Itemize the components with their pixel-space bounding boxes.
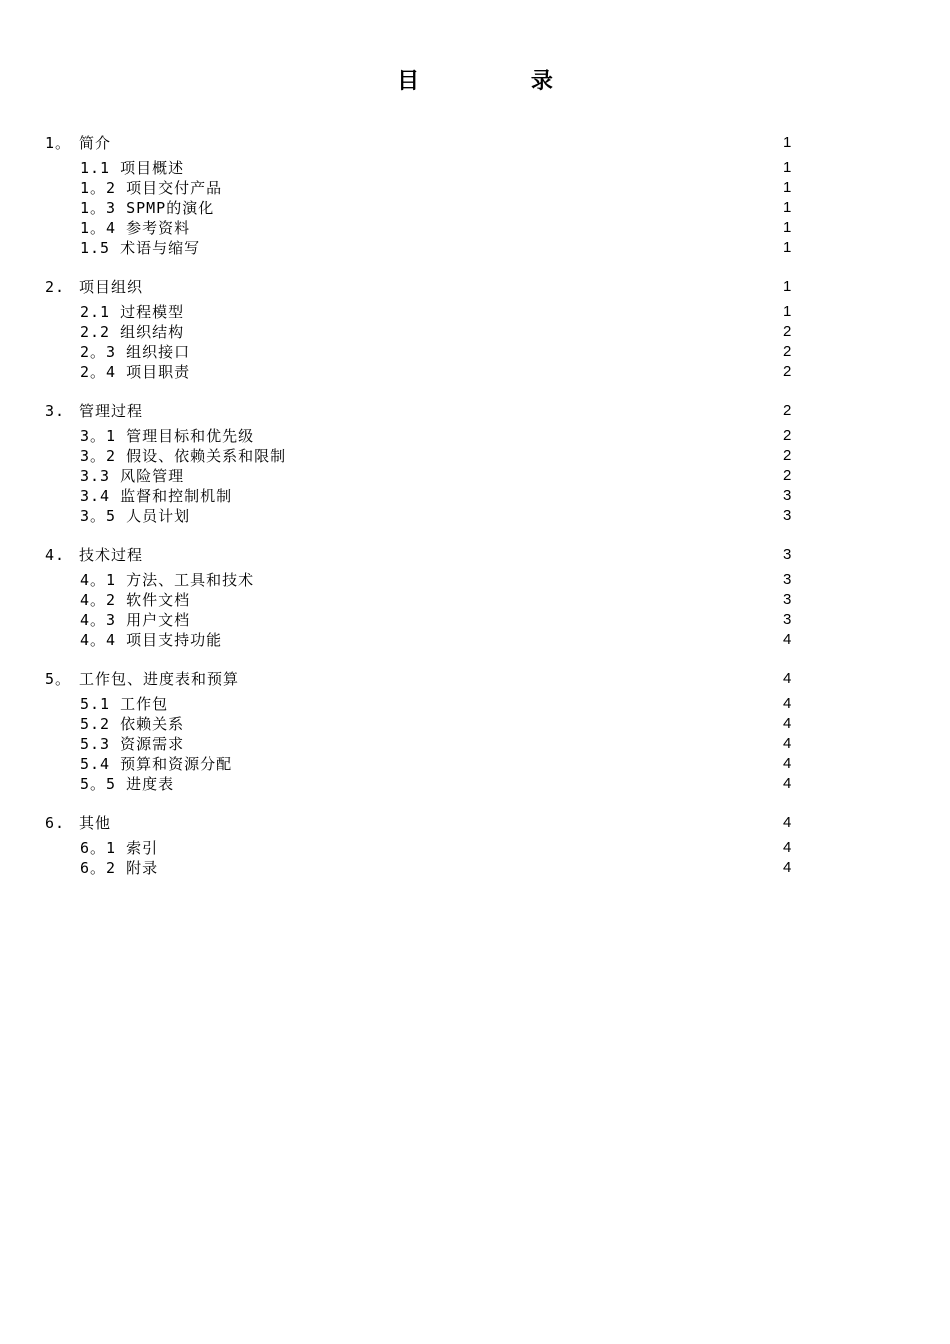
toc-section (0, 401, 950, 526)
page-number: 2 (783, 323, 792, 340)
subsection-title: 3。5 人员计划 (80, 507, 191, 525)
chapter-number: 6. (45, 814, 66, 832)
page-number: 3 (783, 571, 792, 588)
subsection-title: 2。4 项目职责 (80, 363, 191, 381)
toc-subsection-entry[interactable] (0, 754, 950, 774)
toc-subsection-entry[interactable] (0, 570, 950, 590)
page-number: 4 (783, 775, 792, 792)
subsection-title: 6。2 附录 (80, 859, 159, 877)
toc-section (0, 545, 950, 650)
toc-subsection-entry[interactable] (0, 610, 950, 630)
chapter-number: 1。 (45, 134, 72, 152)
toc-subsection-entry[interactable] (0, 218, 950, 238)
toc-subsection-entry[interactable] (0, 362, 950, 382)
page-number: 2 (783, 427, 792, 444)
page-number: 4 (783, 715, 792, 732)
page-number: 2 (783, 402, 792, 419)
subsection-title: 4。3 用户文档 (80, 611, 191, 629)
page-number: 1 (783, 199, 792, 216)
subsection-title: 5。5 进度表 (80, 775, 175, 793)
toc-subsection-entry[interactable] (0, 734, 950, 754)
toc-subsection-entry[interactable] (0, 774, 950, 794)
toc-subsection-entry[interactable] (0, 446, 950, 466)
toc-subsection-entry[interactable] (0, 630, 950, 650)
page-number: 3 (783, 507, 792, 524)
toc-subsection-entry[interactable] (0, 322, 950, 342)
page-number: 4 (783, 735, 792, 752)
subsection-title: 4。2 软件文档 (80, 591, 191, 609)
toc-section (0, 669, 950, 794)
toc-section (0, 277, 950, 382)
subsection-title: 1.5 术语与缩写 (80, 239, 201, 257)
chapter-title: 技术过程 (79, 546, 144, 564)
toc-subsection-entry[interactable] (0, 486, 950, 506)
subsection-title: 2.1 过程模型 (80, 303, 185, 321)
page-number: 4 (783, 755, 792, 772)
toc-subsection-entry[interactable] (0, 342, 950, 362)
toc-subsection-entry[interactable] (0, 178, 950, 198)
subsection-title: 3。1 管理目标和优先级 (80, 427, 255, 445)
chapter-number: 3. (45, 402, 66, 420)
toc-chapter-entry[interactable] (0, 133, 950, 153)
subsection-title: 2.2 组织结构 (80, 323, 185, 341)
toc-subsection-entry[interactable] (0, 238, 950, 258)
toc-subsection-entry[interactable] (0, 714, 950, 734)
chapter-title: 管理过程 (79, 402, 144, 420)
toc-chapter-entry[interactable] (0, 277, 950, 297)
toc-chapter-entry[interactable] (0, 545, 950, 565)
chapter-title: 项目组织 (79, 278, 144, 296)
toc-subsection-entry[interactable] (0, 158, 950, 178)
page-number: 1 (783, 303, 792, 320)
page-number: 1 (783, 239, 792, 256)
page-number: 3 (783, 487, 792, 504)
toc-subsection-entry[interactable] (0, 506, 950, 526)
page-number: 3 (783, 611, 792, 628)
subsection-title: 4。4 项目支持功能 (80, 631, 223, 649)
page-number: 4 (783, 670, 792, 687)
subsection-title: 1.1 项目概述 (80, 159, 185, 177)
subsection-title: 5.2 依赖关系 (80, 715, 185, 733)
subsection-title: 5.3 资源需求 (80, 735, 185, 753)
subsection-title: 3.4 监督和控制机制 (80, 487, 233, 505)
page-number: 1 (783, 159, 792, 176)
toc-subsection-entry[interactable] (0, 466, 950, 486)
page-number: 2 (783, 467, 792, 484)
page-number: 4 (783, 839, 792, 856)
subsection-title: 4。1 方法、工具和技术 (80, 571, 255, 589)
page-number: 3 (783, 546, 792, 563)
subsection-title: 5.4 预算和资源分配 (80, 755, 233, 773)
page-number: 4 (783, 695, 792, 712)
subsection-title: 1。4 参考资料 (80, 219, 191, 237)
subsection-title: 1。2 项目交付产品 (80, 179, 223, 197)
chapter-title: 其他 (79, 814, 112, 832)
toc-subsection-entry[interactable] (0, 694, 950, 714)
subsection-title: 1。3 SPMP的演化 (80, 199, 215, 217)
page-number: 1 (783, 134, 792, 151)
subsection-title: 2。3 组织接口 (80, 343, 191, 361)
toc-subsection-entry[interactable] (0, 302, 950, 322)
page-number: 4 (783, 631, 792, 648)
toc-chapter-entry[interactable] (0, 813, 950, 833)
page-number: 2 (783, 343, 792, 360)
page-number: 1 (783, 278, 792, 295)
toc-section (0, 133, 950, 258)
toc-chapter-entry[interactable] (0, 401, 950, 421)
toc-subsection-entry[interactable] (0, 426, 950, 446)
page-number: 4 (783, 859, 792, 876)
toc-subsection-entry[interactable] (0, 590, 950, 610)
toc-title: 目 录 (397, 68, 605, 94)
page-number: 4 (783, 814, 792, 831)
subsection-title: 6。1 索引 (80, 839, 159, 857)
page-number: 3 (783, 591, 792, 608)
page-number: 1 (783, 219, 792, 236)
toc-subsection-entry[interactable] (0, 838, 950, 858)
table-of-contents (0, 133, 950, 897)
subsection-title: 5.1 工作包 (80, 695, 169, 713)
chapter-number: 2. (45, 278, 66, 296)
page-number: 2 (783, 447, 792, 464)
chapter-number: 4. (45, 546, 66, 564)
subsection-title: 3.3 风险管理 (80, 467, 185, 485)
page-number: 2 (783, 363, 792, 380)
toc-subsection-entry[interactable] (0, 198, 950, 218)
subsection-title: 3。2 假设、依赖关系和限制 (80, 447, 287, 465)
toc-chapter-entry[interactable] (0, 669, 950, 689)
toc-subsection-entry[interactable] (0, 858, 950, 878)
page-number: 1 (783, 179, 792, 196)
chapter-title: 工作包、进度表和预算 (79, 670, 240, 688)
toc-section (0, 813, 950, 878)
chapter-number: 5。 (45, 670, 72, 688)
chapter-title: 简介 (79, 134, 112, 152)
